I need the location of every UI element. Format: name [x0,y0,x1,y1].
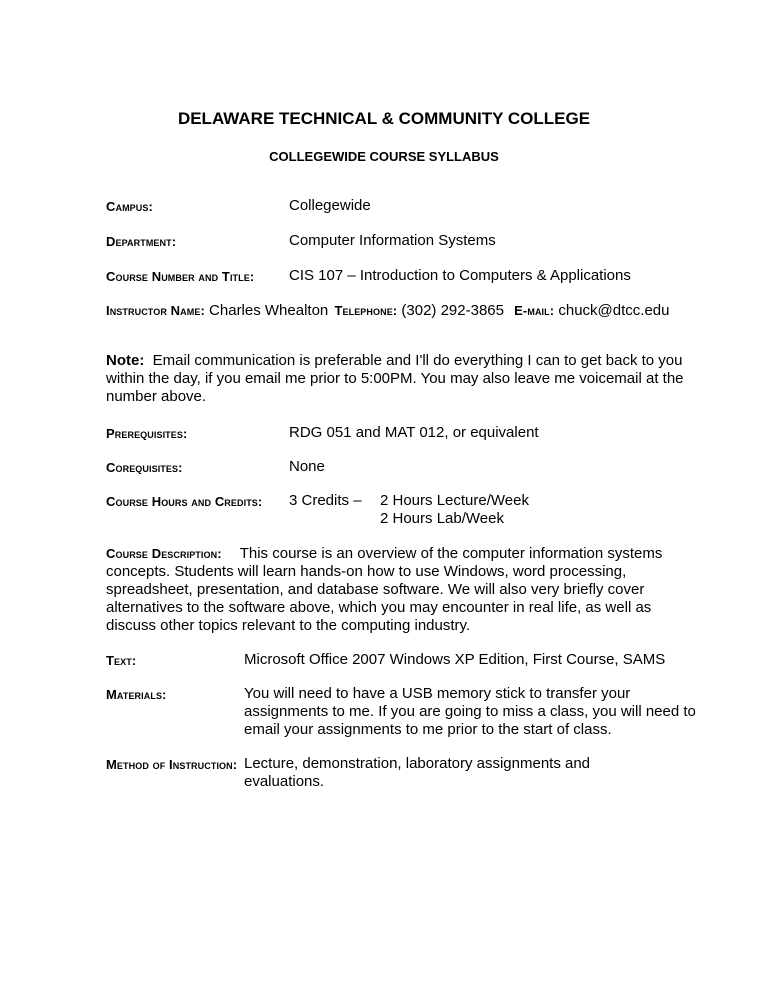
department-label: Department: [106,234,177,249]
hours-credits-label: Course Hours and Credits: [106,494,263,509]
email-label: E-mail: [514,303,555,318]
course-description-label: Course Description: [106,546,222,561]
method-label: Method of Instruction: [106,757,238,772]
corequisites-label: Corequisites: [106,460,183,475]
course-description-text: This course is an overview of the computer information systems concepts. Students will learn hands-on how to use Windows, word processing, spreadsheet, presentation, and database software. We will also very briefly cover alternatives to the software above, which you may encounter in real life, as well as discuss other topics relevant to the computing industry. [106,545,663,634]
materials-label: Materials: [106,687,167,702]
text-label: Text: [106,653,137,668]
prerequisites-value: RDG 051 and MAT 012, or equivalent [289,424,539,441]
corequisites-value: None [289,458,325,475]
instructor-line [106,302,669,320]
college-title: DELAWARE TECHNICAL & COMMUNITY COLLEGE [177,109,591,128]
campus-value: Collegewide [289,197,371,214]
note-label: Note: [106,352,145,369]
instructor-name-value: Charles Whealton [209,302,329,319]
course-description [106,545,691,635]
materials-value: You will need to have a USB memory stick to transfer your assignments to me. If you are going to miss a class, you will need to email your assignments to me prior to the start of class. [244,685,696,738]
method-value: Lecture, demonstration, laboratory assignments and evaluations. [244,755,591,790]
campus-label: Campus: [106,199,153,214]
course-number-title-label: Course Number and Title: [106,269,255,284]
department-value: Computer Information Systems [289,232,496,249]
telephone-label: Telephone: [334,303,398,318]
credits-value: 3 Credits – [289,492,362,509]
note-paragraph [106,352,686,406]
email-value: chuck@dtcc.edu [558,302,670,319]
instructor-name-label: Instructor Name: [106,303,205,318]
syllabus-subtitle: COLLEGEWIDE COURSE SYLLABUS [269,149,499,164]
note-text: Email communication is preferable and I'll do everything I can to get back to you within the day, if you email me prior to 5:00PM. You may also leave me voicemail at the number above. [106,352,684,405]
lab-hours-value: 2 Hours Lab/Week [380,510,504,527]
text-value: Microsoft Office 2007 Windows XP Edition, First Course, SAMS [244,651,666,668]
lecture-hours-value: 2 Hours Lecture/Week [380,492,529,509]
course-number-title-value: CIS 107 – Introduction to Computers & Applications [289,267,631,284]
telephone-value: (302) 292-3865 [401,302,504,319]
prerequisites-label: Prerequisites: [106,426,188,441]
